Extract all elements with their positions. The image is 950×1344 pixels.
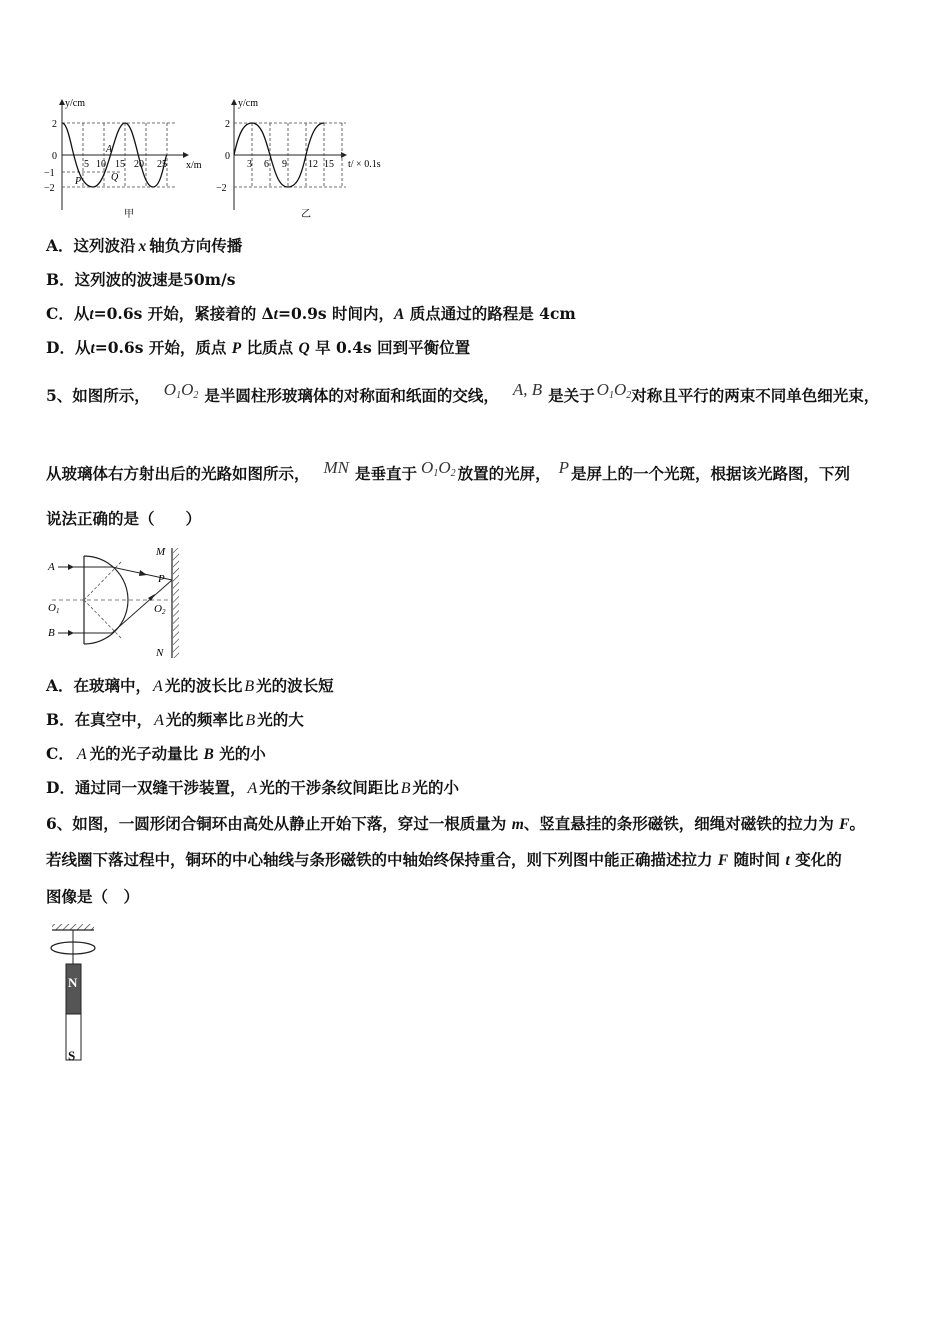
screen-hatching bbox=[173, 548, 179, 658]
point-label-q: Q bbox=[111, 172, 119, 183]
x-tick-label: 12 bbox=[308, 159, 318, 170]
y-tick-label: 2 bbox=[52, 119, 57, 130]
label-m: M bbox=[156, 546, 166, 558]
p-symbol: P bbox=[558, 458, 569, 477]
beam-a-exit-arrow bbox=[139, 570, 147, 576]
x-tick-label: 10 bbox=[96, 159, 106, 170]
magnet-s-label: S bbox=[68, 1048, 76, 1063]
vibration-graph-yi bbox=[214, 92, 394, 222]
q5-stem-line-3: 说法正确的是（ ） bbox=[46, 509, 202, 528]
y-axis-label: y/cm bbox=[238, 98, 258, 109]
y-axis-label: y/cm bbox=[65, 98, 85, 109]
magnet-ring-diagram bbox=[44, 920, 104, 1066]
beam-b-arrow bbox=[68, 630, 74, 636]
q5-stem-line-1: 5、如图所示， $O_1O_2$ 是半圆柱形玻璃体的对称面和纸面的交线， A, B 是关于 $O_1O_2$对称且平行的两束不同单色细光束， bbox=[46, 380, 880, 405]
q5-option-a[interactable]: A．在玻璃中， A 光的波长比 B 光的波长短 bbox=[46, 676, 334, 695]
point-label-p: P bbox=[75, 176, 82, 187]
ab-symbol: A, B bbox=[512, 380, 543, 399]
x-tick-label: 15 bbox=[324, 159, 334, 170]
x-axis-label: x/m bbox=[186, 160, 202, 171]
beam-b-exit bbox=[112, 580, 172, 633]
o1o2-symbol: $O_1O_2$ bbox=[421, 458, 456, 479]
y-tick-label: 0 bbox=[225, 151, 230, 162]
mn-symbol: MN bbox=[323, 458, 350, 477]
y-tick-label: −2 bbox=[216, 183, 227, 194]
y-tick-label: −1 bbox=[44, 168, 55, 179]
label-o1: O1 bbox=[48, 602, 60, 615]
wave-graph-jia bbox=[40, 92, 220, 222]
y-tick-label: 2 bbox=[225, 119, 230, 130]
graph-caption: 乙 bbox=[301, 209, 311, 220]
o1o2-symbol: $O_1O_2$ bbox=[163, 380, 199, 401]
point-label-a: A bbox=[106, 144, 113, 155]
q4-option-d[interactable]: D．从t=0.6s 开始，质点 P 比质点 Q 早 0.4s 回到平衡位置 bbox=[46, 338, 471, 357]
q6-stem-line-2: 若线圈下落过程中，铜环的中心轴线与条形磁铁的中轴始终保持重合，则下列图中能正确描述拉力 F 随时间 t 变化的 bbox=[46, 850, 842, 869]
label-a: A bbox=[48, 561, 55, 573]
y-tick-label: −2 bbox=[44, 183, 55, 194]
x-tick-label: 6 bbox=[264, 159, 269, 170]
q5-stem-line-2: 从玻璃体右方射出后的光路如图所示， MN 是垂直于 $O_1O_2$ 放置的光屏， P 是屏上的一个光斑，根据该光路图，下列 bbox=[46, 458, 851, 483]
q5-option-b[interactable]: B．在真空中， A 光的频率比 B 光的大 bbox=[46, 710, 304, 729]
y-tick-label: 0 bbox=[52, 151, 57, 162]
label-n: N bbox=[156, 647, 164, 659]
beam-a-arrow bbox=[68, 564, 74, 570]
x-tick-label: 25 bbox=[157, 159, 167, 170]
label-b: B bbox=[48, 627, 55, 639]
q4-option-b[interactable]: B．这列波的波速是50m/s bbox=[46, 270, 236, 289]
x-tick-label: 3 bbox=[247, 159, 252, 170]
x-tick-label: 20 bbox=[134, 159, 144, 170]
magnet-n-label: N bbox=[68, 975, 78, 990]
ceiling-hatching bbox=[52, 924, 94, 930]
o1o2-symbol: $O_1O_2$ bbox=[596, 380, 632, 401]
glass-semicylinder-diagram bbox=[44, 540, 194, 664]
x-tick-label: 15 bbox=[115, 159, 125, 170]
q4-option-a[interactable]: A．这列波沿 x 轴负方向传播 bbox=[46, 236, 243, 255]
label-o2: O2 bbox=[154, 603, 166, 616]
q5-option-d[interactable]: D．通过同一双缝干涉装置， A 光的干涉条纹间距比 B 光的小 bbox=[46, 778, 460, 797]
graph-caption: 甲 bbox=[124, 209, 134, 220]
q6-stem-line-1: 6、如图，一圆形闭合铜环由高处从静止开始下落，穿过一根质量为 m、竖直悬挂的条形磁铁，细绳对磁铁的拉力为 F。 bbox=[46, 814, 866, 833]
x-axis-label: t/ × 0.1s bbox=[348, 159, 381, 170]
label-p: P bbox=[158, 573, 165, 585]
x-tick-label: 5 bbox=[84, 159, 89, 170]
q5-option-c[interactable]: C． A 光的光子动量比 B 光的小 bbox=[46, 744, 266, 763]
q6-stem-line-3: 图像是（ ） bbox=[46, 887, 140, 906]
q4-option-c[interactable]: C．从t=0.6s 开始，紧接着的 Δt=0.9s 时间内，A 质点通过的路程是 4cm bbox=[46, 304, 576, 323]
x-tick-label: 9 bbox=[282, 159, 287, 170]
